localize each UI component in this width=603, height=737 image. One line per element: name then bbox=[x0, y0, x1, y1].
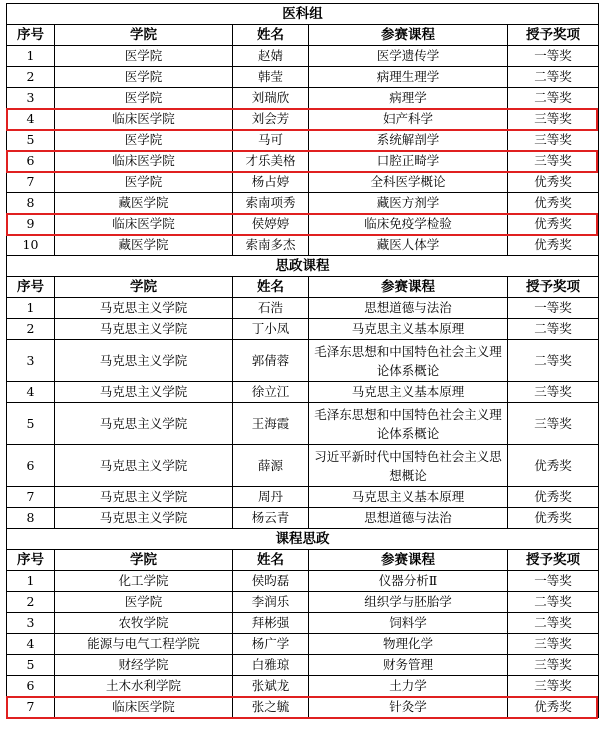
cell-college: 临床医学院 bbox=[55, 151, 233, 172]
table-row bbox=[7, 445, 599, 487]
cell-award: 三等奖 bbox=[508, 151, 599, 172]
table-row bbox=[7, 403, 599, 445]
header-row bbox=[7, 25, 599, 46]
cell-name: 石浩 bbox=[233, 298, 309, 319]
cell-course: 藏医方剂学 bbox=[309, 193, 508, 214]
column-header: 参赛课程 bbox=[309, 277, 508, 298]
table-row bbox=[7, 382, 599, 403]
column-header: 姓名 bbox=[233, 277, 309, 298]
column-header: 学院 bbox=[55, 25, 233, 46]
cell-course: 马克思主义基本原理 bbox=[309, 319, 508, 340]
cell-course: 全科医学概论 bbox=[309, 172, 508, 193]
cell-award: 优秀奖 bbox=[508, 193, 599, 214]
cell-no: 3 bbox=[7, 340, 55, 382]
cell-name: 周丹 bbox=[233, 487, 309, 508]
cell-college: 医学院 bbox=[55, 46, 233, 67]
table-row bbox=[7, 67, 599, 88]
cell-college: 医学院 bbox=[55, 592, 233, 613]
cell-course: 毛泽东思想和中国特色社会主义理论体系概论 bbox=[309, 403, 508, 445]
column-header: 参赛课程 bbox=[309, 550, 508, 571]
cell-no: 7 bbox=[7, 172, 55, 193]
cell-no: 2 bbox=[7, 592, 55, 613]
cell-name: 侯婷婷 bbox=[233, 214, 309, 235]
cell-award: 三等奖 bbox=[508, 655, 599, 676]
cell-college: 医学院 bbox=[55, 130, 233, 151]
column-header: 授予奖项 bbox=[508, 277, 599, 298]
table-row bbox=[7, 214, 599, 235]
cell-name: 张斌龙 bbox=[233, 676, 309, 697]
column-header: 序号 bbox=[7, 550, 55, 571]
cell-college: 临床医学院 bbox=[55, 697, 233, 718]
cell-college: 马克思主义学院 bbox=[55, 340, 233, 382]
cell-award: 一等奖 bbox=[508, 46, 599, 67]
cell-no: 8 bbox=[7, 508, 55, 529]
table-row bbox=[7, 655, 599, 676]
table-row bbox=[7, 697, 599, 718]
cell-no: 4 bbox=[7, 382, 55, 403]
cell-course: 医学遗传学 bbox=[309, 46, 508, 67]
cell-name: 杨占婷 bbox=[233, 172, 309, 193]
cell-no: 1 bbox=[7, 46, 55, 67]
cell-college: 马克思主义学院 bbox=[55, 403, 233, 445]
column-header: 序号 bbox=[7, 277, 55, 298]
cell-college: 财经学院 bbox=[55, 655, 233, 676]
cell-college: 医学院 bbox=[55, 67, 233, 88]
cell-course: 针灸学 bbox=[309, 697, 508, 718]
cell-name: 侯昀磊 bbox=[233, 571, 309, 592]
cell-name: 赵婧 bbox=[233, 46, 309, 67]
cell-no: 4 bbox=[7, 634, 55, 655]
table-row bbox=[7, 634, 599, 655]
cell-name: 拜彬强 bbox=[233, 613, 309, 634]
section-title-row bbox=[7, 256, 599, 277]
cell-award: 二等奖 bbox=[508, 319, 599, 340]
cell-course: 系统解剖学 bbox=[309, 130, 508, 151]
section-title-row bbox=[7, 4, 599, 25]
cell-college: 藏医学院 bbox=[55, 193, 233, 214]
cell-name: 王海霞 bbox=[233, 403, 309, 445]
cell-award: 二等奖 bbox=[508, 67, 599, 88]
cell-no: 8 bbox=[7, 193, 55, 214]
cell-course: 习近平新时代中国特色社会主义思想概论 bbox=[309, 445, 508, 487]
cell-college: 马克思主义学院 bbox=[55, 487, 233, 508]
section-title: 课程思政 bbox=[7, 529, 599, 550]
cell-award: 优秀奖 bbox=[508, 487, 599, 508]
table-row bbox=[7, 130, 599, 151]
cell-name: 杨广学 bbox=[233, 634, 309, 655]
column-header: 授予奖项 bbox=[508, 550, 599, 571]
table-row bbox=[7, 487, 599, 508]
table-row bbox=[7, 172, 599, 193]
cell-course: 饲料学 bbox=[309, 613, 508, 634]
cell-award: 优秀奖 bbox=[508, 235, 599, 256]
cell-college: 医学院 bbox=[55, 172, 233, 193]
table-row bbox=[7, 613, 599, 634]
table-row bbox=[7, 676, 599, 697]
cell-name: 张之毓 bbox=[233, 697, 309, 718]
cell-college: 马克思主义学院 bbox=[55, 319, 233, 340]
cell-course: 物理化学 bbox=[309, 634, 508, 655]
column-header: 学院 bbox=[55, 277, 233, 298]
header-row bbox=[7, 550, 599, 571]
cell-course: 仪器分析Ⅱ bbox=[309, 571, 508, 592]
cell-award: 三等奖 bbox=[508, 130, 599, 151]
section-title: 思政课程 bbox=[7, 256, 599, 277]
cell-name: 马可 bbox=[233, 130, 309, 151]
cell-name: 杨云青 bbox=[233, 508, 309, 529]
cell-name: 索南项秀 bbox=[233, 193, 309, 214]
cell-award: 优秀奖 bbox=[508, 445, 599, 487]
awards-sheet bbox=[6, 3, 598, 718]
cell-no: 7 bbox=[7, 697, 55, 718]
cell-no: 6 bbox=[7, 676, 55, 697]
cell-no: 9 bbox=[7, 214, 55, 235]
cell-no: 2 bbox=[7, 67, 55, 88]
cell-college: 农牧学院 bbox=[55, 613, 233, 634]
cell-award: 优秀奖 bbox=[508, 214, 599, 235]
table-row bbox=[7, 193, 599, 214]
column-header: 姓名 bbox=[233, 550, 309, 571]
cell-college: 临床医学院 bbox=[55, 109, 233, 130]
cell-name: 白雅琼 bbox=[233, 655, 309, 676]
cell-college: 马克思主义学院 bbox=[55, 508, 233, 529]
cell-college: 能源与电气工程学院 bbox=[55, 634, 233, 655]
cell-award: 优秀奖 bbox=[508, 697, 599, 718]
cell-no: 7 bbox=[7, 487, 55, 508]
table-row bbox=[7, 340, 599, 382]
cell-course: 毛泽东思想和中国特色社会主义理论体系概论 bbox=[309, 340, 508, 382]
cell-course: 临床免疫学检验 bbox=[309, 214, 508, 235]
cell-college: 医学院 bbox=[55, 88, 233, 109]
cell-course: 妇产科学 bbox=[309, 109, 508, 130]
cell-name: 薛源 bbox=[233, 445, 309, 487]
cell-no: 4 bbox=[7, 109, 55, 130]
column-header: 学院 bbox=[55, 550, 233, 571]
cell-award: 一等奖 bbox=[508, 298, 599, 319]
table-row bbox=[7, 109, 599, 130]
cell-no: 6 bbox=[7, 445, 55, 487]
cell-course: 思想道德与法治 bbox=[309, 298, 508, 319]
table-row bbox=[7, 508, 599, 529]
cell-award: 三等奖 bbox=[508, 634, 599, 655]
cell-college: 土木水利学院 bbox=[55, 676, 233, 697]
table-row bbox=[7, 298, 599, 319]
cell-name: 才乐美格 bbox=[233, 151, 309, 172]
cell-award: 二等奖 bbox=[508, 340, 599, 382]
cell-name: 郭倩蓉 bbox=[233, 340, 309, 382]
cell-award: 二等奖 bbox=[508, 88, 599, 109]
cell-name: 刘瑞欣 bbox=[233, 88, 309, 109]
table-row bbox=[7, 46, 599, 67]
cell-award: 三等奖 bbox=[508, 109, 599, 130]
cell-award: 三等奖 bbox=[508, 676, 599, 697]
cell-name: 丁小凤 bbox=[233, 319, 309, 340]
table-row bbox=[7, 151, 599, 172]
cell-college: 藏医学院 bbox=[55, 235, 233, 256]
cell-no: 10 bbox=[7, 235, 55, 256]
cell-no: 3 bbox=[7, 88, 55, 109]
cell-no: 5 bbox=[7, 655, 55, 676]
table-row bbox=[7, 235, 599, 256]
cell-course: 藏医人体学 bbox=[309, 235, 508, 256]
cell-name: 李润乐 bbox=[233, 592, 309, 613]
cell-name: 索南多杰 bbox=[233, 235, 309, 256]
cell-college: 化工学院 bbox=[55, 571, 233, 592]
section-title: 医科组 bbox=[7, 4, 599, 25]
table-row bbox=[7, 592, 599, 613]
cell-course: 马克思主义基本原理 bbox=[309, 487, 508, 508]
awards-table bbox=[6, 3, 599, 718]
cell-name: 刘会芳 bbox=[233, 109, 309, 130]
cell-award: 一等奖 bbox=[508, 571, 599, 592]
cell-college: 马克思主义学院 bbox=[55, 298, 233, 319]
cell-award: 二等奖 bbox=[508, 592, 599, 613]
cell-course: 病理生理学 bbox=[309, 67, 508, 88]
cell-course: 马克思主义基本原理 bbox=[309, 382, 508, 403]
cell-course: 财务管理 bbox=[309, 655, 508, 676]
cell-award: 三等奖 bbox=[508, 382, 599, 403]
cell-college: 马克思主义学院 bbox=[55, 445, 233, 487]
table-row bbox=[7, 88, 599, 109]
cell-award: 优秀奖 bbox=[508, 172, 599, 193]
cell-no: 5 bbox=[7, 403, 55, 445]
table-row bbox=[7, 319, 599, 340]
cell-college: 临床医学院 bbox=[55, 214, 233, 235]
cell-college: 马克思主义学院 bbox=[55, 382, 233, 403]
column-header: 序号 bbox=[7, 25, 55, 46]
cell-course: 口腔正畸学 bbox=[309, 151, 508, 172]
cell-no: 1 bbox=[7, 571, 55, 592]
cell-award: 二等奖 bbox=[508, 613, 599, 634]
column-header: 参赛课程 bbox=[309, 25, 508, 46]
cell-award: 三等奖 bbox=[508, 403, 599, 445]
column-header: 授予奖项 bbox=[508, 25, 599, 46]
cell-no: 5 bbox=[7, 130, 55, 151]
cell-course: 组织学与胚胎学 bbox=[309, 592, 508, 613]
cell-course: 土力学 bbox=[309, 676, 508, 697]
cell-award: 优秀奖 bbox=[508, 508, 599, 529]
column-header: 姓名 bbox=[233, 25, 309, 46]
cell-course: 思想道德与法治 bbox=[309, 508, 508, 529]
cell-no: 6 bbox=[7, 151, 55, 172]
section-title-row bbox=[7, 529, 599, 550]
cell-name: 韩莹 bbox=[233, 67, 309, 88]
header-row bbox=[7, 277, 599, 298]
cell-no: 3 bbox=[7, 613, 55, 634]
cell-name: 徐立江 bbox=[233, 382, 309, 403]
cell-no: 2 bbox=[7, 319, 55, 340]
cell-no: 1 bbox=[7, 298, 55, 319]
table-row bbox=[7, 571, 599, 592]
cell-course: 病理学 bbox=[309, 88, 508, 109]
